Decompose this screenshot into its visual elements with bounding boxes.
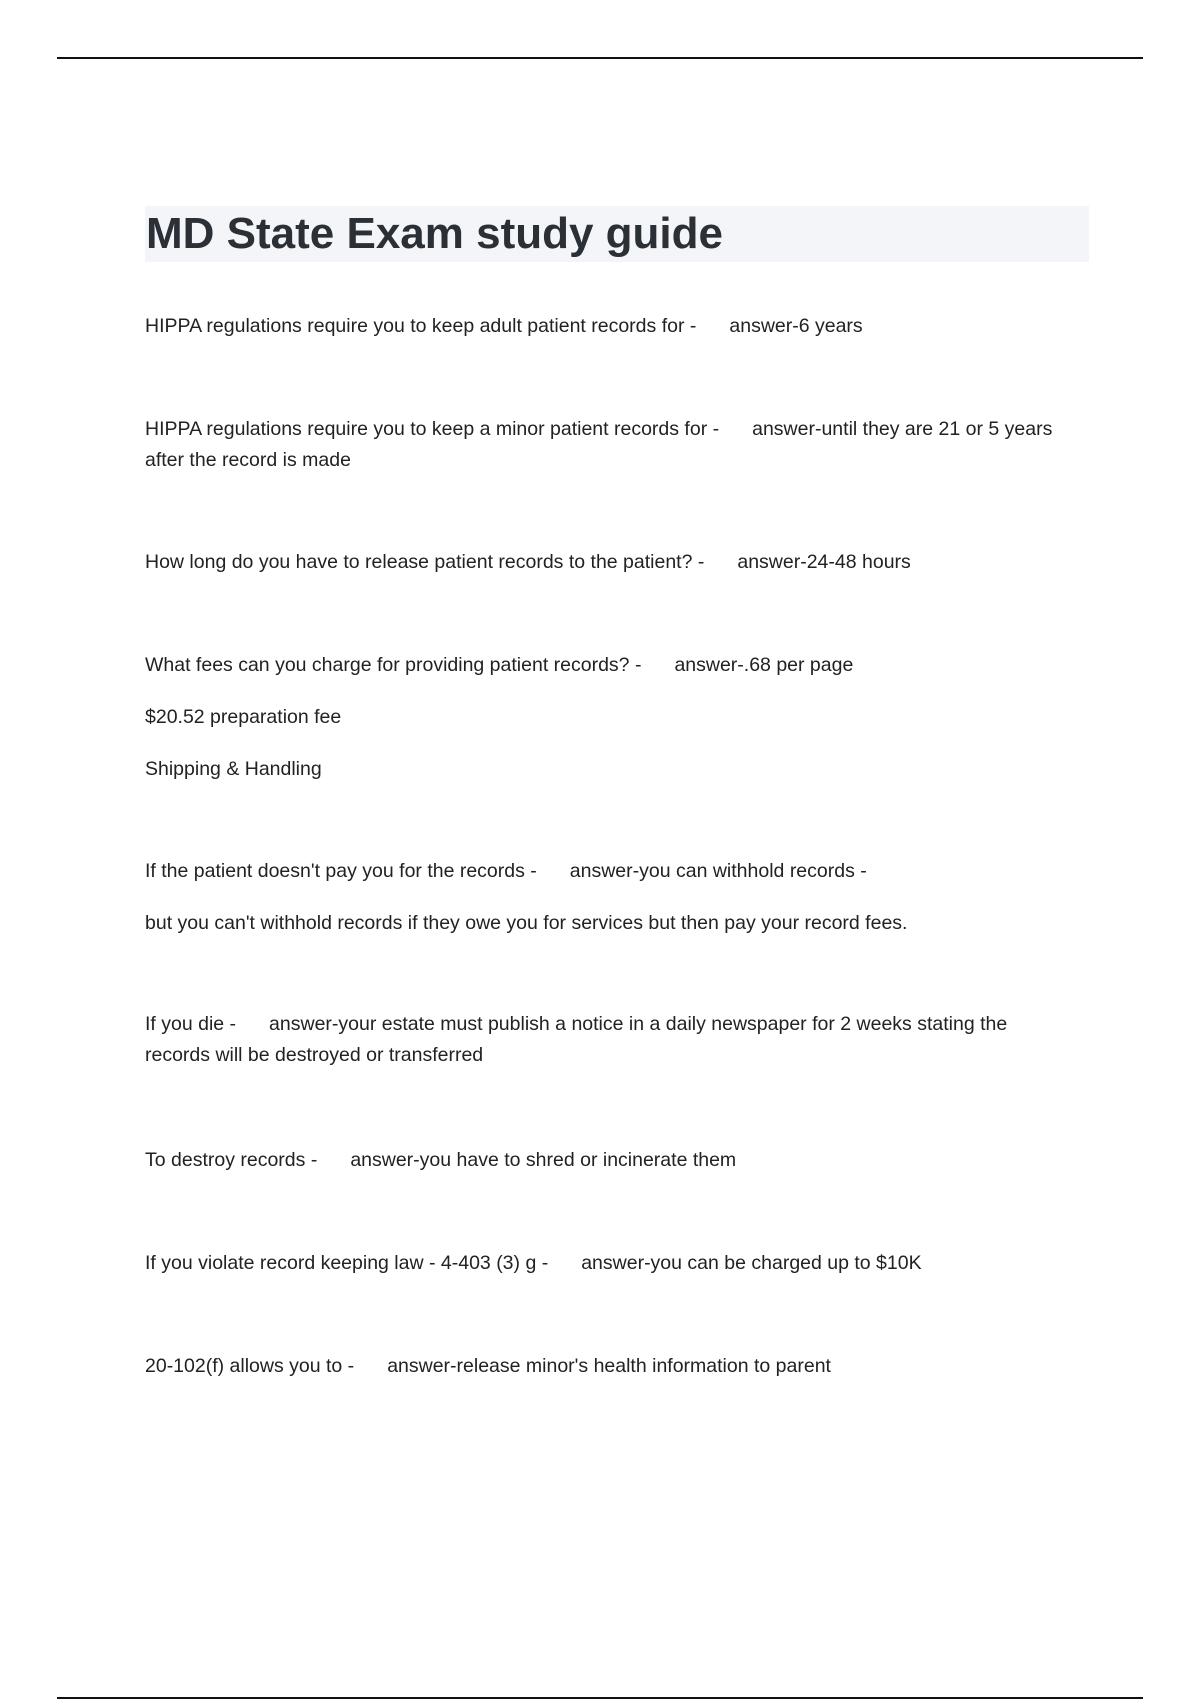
qa-line: [145, 1248, 1065, 1279]
answer-text: answer-until they are 21 or 5 years after the record is made: [145, 418, 1053, 471]
answer-text: answer-6 years: [729, 315, 863, 337]
qa-item: [145, 1145, 1065, 1176]
qa-item: [145, 856, 1065, 939]
answer-text: answer-you have to shred or incinerate them: [350, 1149, 737, 1171]
qa-line: [145, 856, 1065, 887]
qa-line: [145, 311, 1065, 342]
qa-item: [145, 650, 1065, 785]
qa-item: [145, 311, 1065, 342]
question-text: If you die -: [145, 1013, 237, 1035]
qa-item: [145, 1248, 1065, 1279]
question-text: HIPPA regulations require you to keep adult patient records for -: [145, 315, 697, 337]
qa-item: [145, 1009, 1065, 1071]
question-text: HIPPA regulations require you to keep a minor patient records for -: [145, 418, 720, 440]
qa-line: [145, 414, 1065, 476]
qa-line: [145, 1145, 1065, 1176]
qa-item: [145, 547, 1065, 578]
qa-line: [145, 547, 1065, 578]
question-text: To destroy records -: [145, 1149, 318, 1171]
answer-text: answer-you can withhold records -: [569, 860, 867, 882]
qa-line: [145, 650, 1065, 681]
header-rule: [57, 57, 1143, 59]
answer-text: answer-your estate must publish a notice in a daily newspaper for 2 weeks stating the records will be destroyed or transferred: [145, 1013, 1008, 1066]
answer-extra-line: Shipping & Handling: [145, 758, 322, 780]
question-text: How long do you have to release patient records to the patient? -: [145, 551, 705, 573]
answer-extra-line: $20.52 preparation fee: [145, 706, 342, 728]
answer-text: answer-release minor's health information to parent: [387, 1355, 831, 1377]
qa-item: [145, 414, 1065, 476]
question-text: 20-102(f) allows you to -: [145, 1355, 355, 1377]
question-text: What fees can you charge for providing patient records? -: [145, 654, 642, 676]
page-title: MD State Exam study guide: [146, 209, 724, 258]
answer-text: answer-24-48 hours: [737, 551, 911, 573]
qa-line: [145, 1351, 1065, 1382]
answer-text: answer-you can be charged up to $10K: [581, 1252, 922, 1274]
answer-continuation: but you can't withhold records if they owe you for services but then pay your record fees.: [145, 912, 908, 934]
qa-item: [145, 1351, 1065, 1382]
question-text: If you violate record keeping law - 4-403 (3) g -: [145, 1252, 549, 1274]
footer-rule: [57, 1697, 1143, 1699]
qa-line: [145, 1009, 1065, 1071]
answer-text: answer-.68 per page: [674, 654, 854, 676]
question-text: If the patient doesn't pay you for the records -: [145, 860, 537, 882]
